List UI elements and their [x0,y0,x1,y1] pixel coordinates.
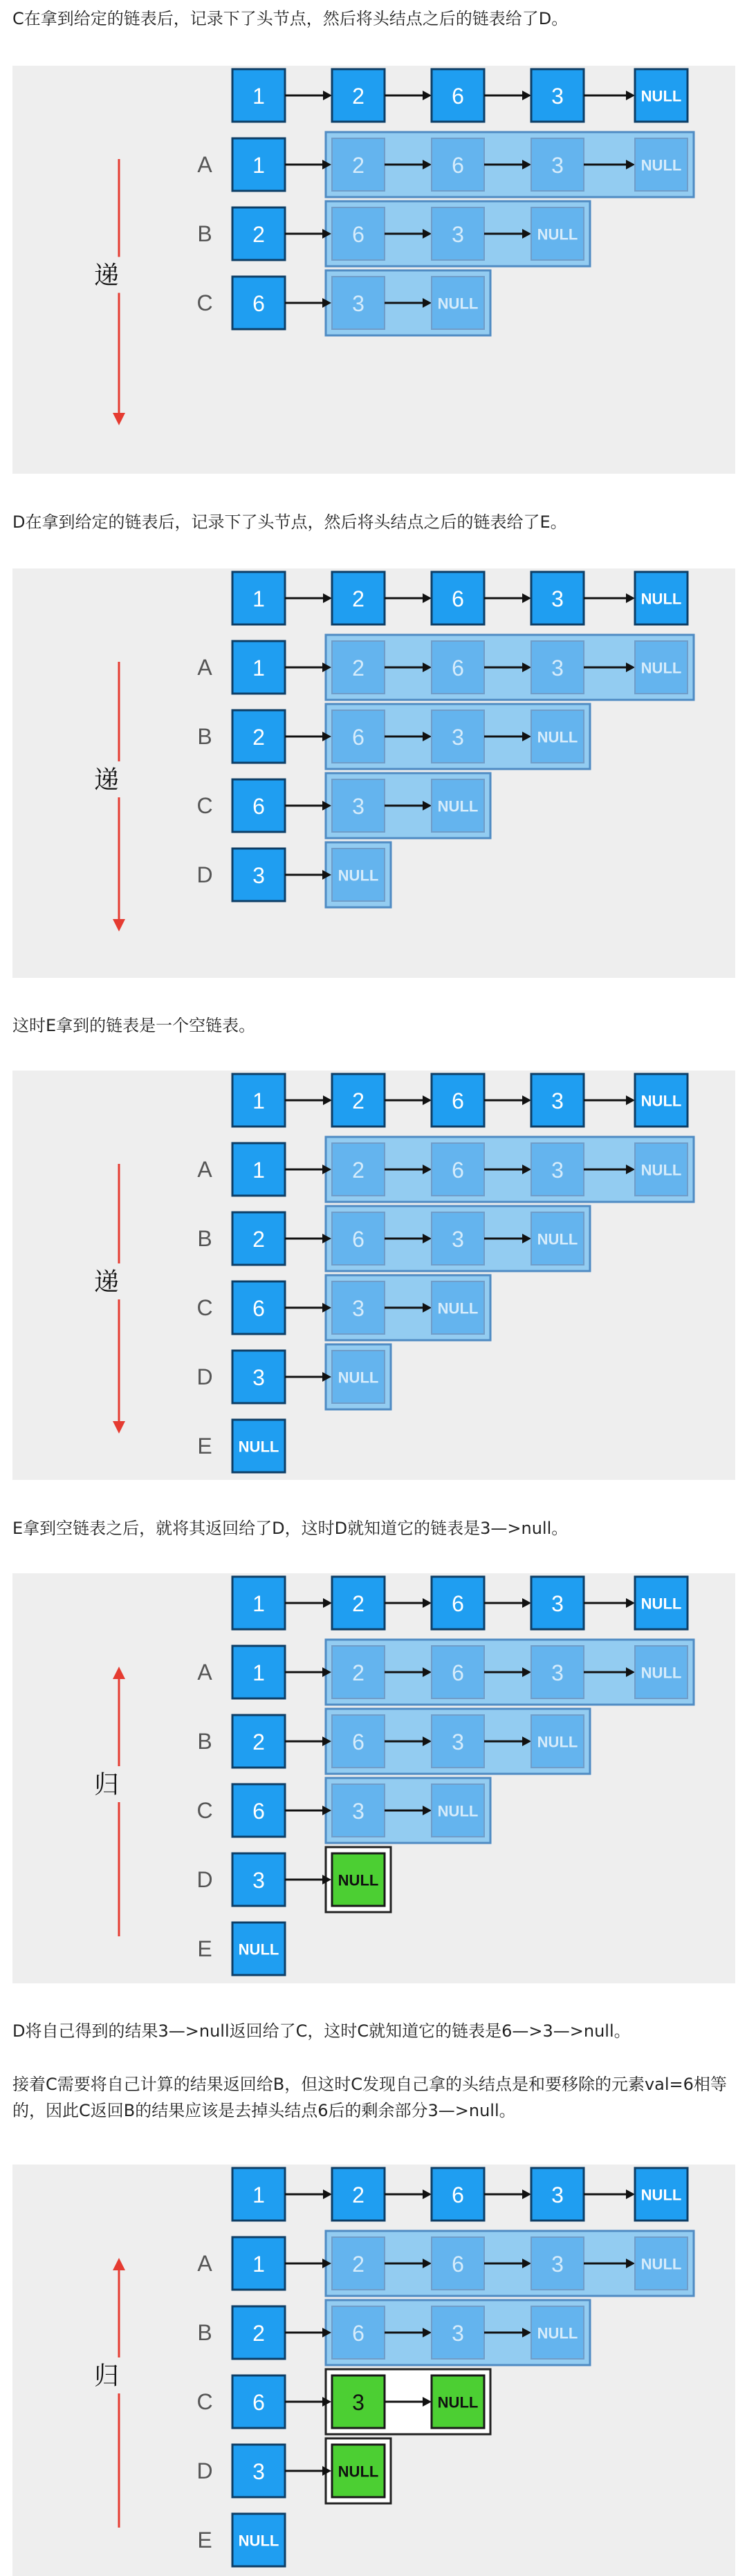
row-a-sub-node-2 [432,2237,484,2290]
node-label: 2 [352,2183,365,2207]
node-label: 3 [452,2321,464,2346]
row-c-sub-node-1 [332,2375,385,2428]
top-list-arrow [484,2189,531,2199]
node-label: 2 [252,1227,265,1252]
node-label: 3 [352,1799,365,1824]
top-list-node-2 [332,572,385,624]
top-list-arrow [285,91,332,100]
list-diagram-4 [12,1573,735,1983]
diagram-panel-4 [12,1573,735,1983]
node-label: 6 [452,1660,464,1685]
row-label-d: D [196,1867,213,1892]
node-label: 6 [452,1158,464,1183]
node-label: 3 [551,1660,564,1685]
node-label: 2 [352,656,365,680]
top-list-node-2 [332,69,385,122]
node-label: 3 [551,1591,564,1616]
row-a-head-arrow [285,662,331,672]
row-a-sub-node-4 [635,1143,688,1196]
node-label: NULL [437,797,479,815]
top-list-arrow [484,1095,531,1105]
node-label: 2 [252,1730,265,1754]
row-e-head-node [232,2514,285,2566]
row-c-head-node [232,1784,285,1837]
row-label-c: C [196,793,213,818]
node-label: 6 [352,1730,365,1754]
row-a-sub-node-2 [432,1646,484,1698]
node-label: 3 [352,291,365,316]
top-list-arrow [385,1598,432,1608]
row-c-head-arrow [285,2397,331,2407]
top-list-node-5 [635,572,688,624]
diagram-panel-3 [12,1071,735,1480]
row-a-head-arrow [285,2259,331,2268]
node-label: NULL [640,2255,682,2273]
node-label: 6 [352,725,365,750]
node-label: 2 [352,84,365,109]
node-label: 1 [252,1660,265,1685]
row-c-sub-node-1 [332,1281,385,1334]
node-label: NULL [640,1161,682,1179]
node-label: NULL [537,225,578,243]
node-label: 2 [252,725,265,750]
row-label-e: E [197,1434,212,1458]
row-b-sub-node-1 [332,2306,385,2359]
recursion-arrow [100,1164,138,1434]
node-label: 6 [352,2321,365,2346]
node-label: 6 [452,2252,464,2277]
phase-label-recurse: 递 [93,1268,120,1297]
node-label: 2 [352,1591,365,1616]
row-b-sub-node-1 [332,1715,385,1768]
row-c-sub-node-2 [432,1281,484,1334]
row-label-c: C [196,1798,213,1823]
row-b-sub-node-2 [432,207,484,260]
row-c-head-node [232,1281,285,1334]
top-list-node-2 [332,1074,385,1127]
node-label: 6 [252,2390,265,2415]
top-list-arrow [584,91,635,100]
paragraph-2: D在拿到给定的链表后，记录下了头节点，然后将头结点之后的链表给了E。 [12,512,567,532]
recursion-arrow [100,159,138,425]
top-list-node-5 [635,1577,688,1629]
top-list-arrow [584,1598,635,1608]
row-label-b: B [197,2320,212,2345]
node-label: 6 [452,84,464,109]
row-c-sub-node-1 [332,779,385,832]
node-label: 1 [252,586,265,611]
node-label: 3 [551,1088,564,1113]
top-list-node-1 [232,1074,285,1127]
node-label: 3 [252,2459,265,2484]
top-list-node-4 [531,1074,584,1127]
node-label: 1 [252,1088,265,1113]
node-label: NULL [640,156,682,174]
row-a-head-arrow [285,160,331,169]
return-arrow [100,1667,138,1936]
top-list-arrow [285,1095,332,1105]
row-d-head-arrow [285,1372,331,1382]
node-label: 3 [551,2183,564,2207]
phase-label-recurse: 递 [93,261,120,290]
node-label: 1 [252,153,265,178]
node-label: NULL [640,87,682,105]
row-a-head-node [232,2237,285,2290]
node-label: 3 [551,656,564,680]
node-label: 1 [252,2252,265,2277]
node-label: NULL [537,1230,578,1248]
row-c-head-arrow [285,298,331,308]
node-label: 3 [252,1365,265,1390]
row-b-sub-node-3 [531,207,584,260]
row-a-sub-node-4 [635,2237,688,2290]
node-label: 6 [452,153,464,178]
top-list-node-2 [332,1577,385,1629]
row-label-a: A [197,1157,212,1182]
node-label: NULL [640,2186,682,2204]
top-list-node-2 [332,2168,385,2221]
row-b-sub-node-2 [432,1715,484,1768]
node-label: NULL [640,590,682,608]
row-c-head-node [232,2375,285,2428]
phase-label-return: 归 [93,1770,120,1799]
top-list-arrow [584,1095,635,1105]
row-label-a: A [197,2251,212,2276]
row-b-sub-node-3 [531,2306,584,2359]
row-a-sub-node-1 [332,138,385,191]
row-c-head-arrow [285,1806,331,1815]
row-label-d: D [196,1364,213,1389]
node-label: NULL [537,2324,578,2342]
row-label-d: D [196,2458,213,2483]
list-diagram-2 [12,568,735,978]
row-label-a: A [197,152,212,177]
row-b-sub-node-2 [432,710,484,763]
node-label: NULL [537,1733,578,1751]
row-d-sub-node-1 [332,1351,385,1403]
row-label-a: A [197,655,212,680]
list-diagram-5 [12,2165,735,2576]
diagram-panel-5 [12,2165,735,2576]
row-label-b: B [197,1729,212,1754]
row-d-sub-node-1 [332,1853,385,1906]
row-a-sub-node-2 [432,1143,484,1196]
node-label: NULL [640,1092,682,1110]
phase-label-return: 归 [93,2362,120,2391]
row-b-sub-node-2 [432,1212,484,1265]
node-label: NULL [338,867,379,884]
node-label: 2 [352,153,365,178]
node-label: 3 [551,84,564,109]
node-label: 2 [352,1088,365,1113]
row-c-head-arrow [285,801,331,810]
row-a-sub-node-3 [531,138,584,191]
top-list-node-3 [432,572,484,624]
top-list-node-3 [432,1074,484,1127]
row-c-head-arrow [285,1303,331,1313]
node-label: NULL [238,1438,279,1456]
row-a-sub-node-3 [531,2237,584,2290]
node-label: 2 [352,586,365,611]
top-list-node-4 [531,2168,584,2221]
row-d-head-arrow [285,1875,331,1884]
top-list-node-4 [531,69,584,122]
row-a-sub-node-3 [531,641,584,694]
node-label: NULL [537,728,578,746]
node-label: NULL [238,2532,279,2550]
row-a-sub-node-4 [635,1646,688,1698]
row-a-sub-node-1 [332,641,385,694]
row-a-sub-node-2 [432,138,484,191]
top-list-node-1 [232,572,285,624]
node-label: NULL [437,2393,479,2411]
node-label: NULL [338,1871,379,1889]
row-b-head-node [232,2306,285,2359]
list-diagram-1 [12,66,735,474]
top-list-node-5 [635,2168,688,2221]
row-d-head-node [232,1853,285,1906]
row-c-sub-node-2 [432,1784,484,1837]
top-list-arrow [385,1095,432,1105]
top-list-node-1 [232,1577,285,1629]
row-a-sub-node-2 [432,641,484,694]
node-label: 3 [452,725,464,750]
row-label-e: E [197,2528,212,2552]
paragraph-3: 这时E拿到的链表是一个空链表。 [12,1016,256,1035]
row-b-sub-node-1 [332,710,385,763]
top-list-arrow [285,2189,332,2199]
row-d-head-node [232,2445,285,2497]
row-c-head-node [232,779,285,832]
node-label: 2 [252,2321,265,2346]
node-label: 3 [551,153,564,178]
top-list-arrow [484,1598,531,1608]
node-label: 6 [252,794,265,819]
top-list-node-5 [635,69,688,122]
node-label: 1 [252,84,265,109]
top-list-arrow [385,593,432,603]
row-label-a: A [197,1660,212,1685]
node-label: NULL [338,1369,379,1387]
row-d-sub-node-1 [332,2445,385,2497]
row-a-sub-node-4 [635,138,688,191]
row-b-sub-node-1 [332,1212,385,1265]
node-label: 3 [252,1868,265,1893]
diagram-panel-1 [12,66,735,474]
top-list-arrow [285,1598,332,1608]
row-a-head-arrow [285,1667,331,1677]
row-b-sub-node-1 [332,207,385,260]
row-e-head-node [232,1922,285,1975]
top-list-arrow [385,2189,432,2199]
row-a-head-node [232,1143,285,1196]
node-label: NULL [640,659,682,677]
node-label: 6 [252,1799,265,1824]
node-label: NULL [437,1802,479,1820]
recursion-arrow [100,662,138,932]
node-label: 2 [252,222,265,247]
row-d-sub-node-1 [332,849,385,901]
row-b-head-node [232,1212,285,1265]
node-label: 3 [352,2390,365,2415]
top-list-node-3 [432,69,484,122]
row-b-head-node [232,1715,285,1768]
row-b-head-arrow [285,1736,331,1746]
paragraph-4: E拿到空链表之后，就将其返回给了D，这时D就知道它的链表是3—>null。 [12,1519,569,1538]
node-label: NULL [238,1940,279,1958]
row-label-c: C [196,1295,213,1320]
top-list-node-3 [432,2168,484,2221]
row-d-head-arrow [285,2466,331,2476]
paragraph-5: D将自己得到的结果3—>null返回给了C，这时C就知道它的链表是6—>3—>null。 [12,2021,631,2041]
row-b-sub-node-2 [432,2306,484,2359]
row-a-sub-node-4 [635,641,688,694]
top-list-arrow [584,2189,635,2199]
node-label: 6 [452,586,464,611]
node-label: NULL [437,1299,479,1317]
list-diagram-3 [12,1071,735,1480]
node-label: 6 [352,1227,365,1252]
row-b-head-node [232,710,285,763]
node-label: 3 [352,794,365,819]
row-b-head-node [232,207,285,260]
row-label-c: C [196,290,213,315]
node-label: 3 [551,2252,564,2277]
node-label: 3 [452,1730,464,1754]
row-a-sub-node-1 [332,1143,385,1196]
row-d-head-arrow [285,870,331,880]
node-label: 1 [252,1158,265,1183]
node-label: 2 [352,2252,365,2277]
row-c-sub-node-2 [432,2375,484,2428]
row-label-d: D [196,862,213,887]
top-list-arrow [584,593,635,603]
node-label: 1 [252,2183,265,2207]
row-c-sub-node-2 [432,779,484,832]
top-list-node-3 [432,1577,484,1629]
node-label: 3 [551,1158,564,1183]
node-label: 6 [252,1296,265,1321]
row-label-e: E [197,1936,212,1961]
node-label: 6 [252,291,265,316]
row-b-sub-node-3 [531,710,584,763]
row-a-sub-node-3 [531,1646,584,1698]
row-b-head-arrow [285,1234,331,1243]
top-list-node-4 [531,1577,584,1629]
node-label: 3 [452,1227,464,1252]
phase-label-recurse: 递 [93,766,120,795]
node-label: 6 [352,222,365,247]
row-e-head-node [232,1420,285,1472]
return-arrow [100,2258,138,2528]
row-b-head-arrow [285,229,331,239]
node-label: 3 [352,1296,365,1321]
row-a-head-node [232,1646,285,1698]
node-label: NULL [640,1664,682,1682]
row-a-head-node [232,138,285,191]
row-c-sub-node-2 [432,277,484,329]
row-b-sub-node-3 [531,1715,584,1768]
row-d-head-node [232,849,285,901]
row-a-sub-node-3 [531,1143,584,1196]
row-b-sub-node-3 [531,1212,584,1265]
node-label: 2 [352,1158,365,1183]
paragraph-1: C在拿到给定的链表后，记录下了头节点，然后将头结点之后的链表给了D。 [12,9,569,28]
row-a-sub-node-1 [332,1646,385,1698]
row-a-head-node [232,641,285,694]
top-list-node-5 [635,1074,688,1127]
row-a-head-arrow [285,1165,331,1174]
top-list-arrow [285,593,332,603]
row-label-b: B [197,724,212,749]
node-label: NULL [437,295,479,313]
node-label: 6 [452,656,464,680]
top-list-arrow [484,593,531,603]
row-label-c: C [196,2389,213,2414]
top-list-node-1 [232,2168,285,2221]
node-label: 2 [352,1660,365,1685]
row-label-b: B [197,221,212,246]
node-label: 6 [452,1088,464,1113]
node-label: 3 [551,586,564,611]
node-label: 6 [452,1591,464,1616]
row-c-head-node [232,277,285,329]
diagram-panel-2 [12,568,735,978]
top-list-arrow [484,91,531,100]
node-label: 1 [252,656,265,680]
row-b-head-arrow [285,732,331,741]
top-list-node-4 [531,572,584,624]
node-label: 6 [452,2183,464,2207]
node-label: NULL [640,1595,682,1613]
node-label: 3 [252,863,265,888]
row-c-sub-node-1 [332,1784,385,1837]
node-label: 1 [252,1591,265,1616]
paragraph-6: 接着C需要将自己计算的结果返回给B，但这时C发现自己拿的头结点是和要移除的元素val=6相等的，因此C返回B的结果应该是去掉头结点6后的剩余部分3—>null。 [12,2075,727,2120]
node-label: 3 [452,222,464,247]
row-a-sub-node-1 [332,2237,385,2290]
row-label-b: B [197,1226,212,1251]
top-list-node-1 [232,69,285,122]
row-b-head-arrow [285,2328,331,2337]
top-list-arrow [385,91,432,100]
row-c-sub-node-1 [332,277,385,329]
row-d-head-node [232,1351,285,1403]
node-label: NULL [338,2463,379,2481]
